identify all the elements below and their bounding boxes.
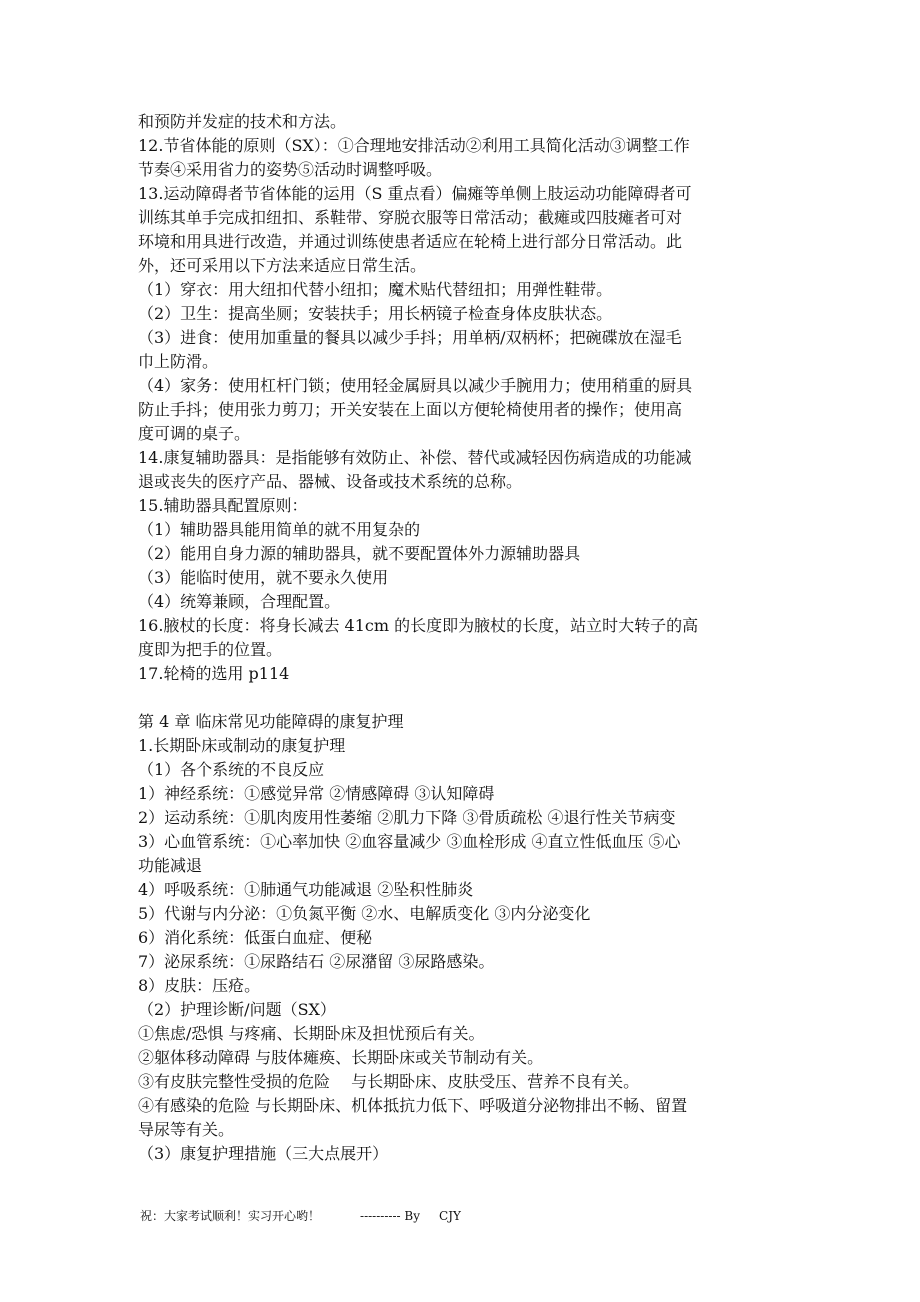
text-line: 15.辅助器具配置原则： — [138, 496, 308, 515]
text-line: 1）神经系统：①感觉异常 ②情感障碍 ③认知障碍 — [138, 784, 495, 803]
page-footer — [140, 1208, 461, 1224]
text-line: ④有感染的危险 与长期卧床、机体抵抗力低下、呼吸道分泌物排出不畅、留置 — [138, 1096, 688, 1115]
text-line: 3）心血管系统：①心率加快 ②血容量减少 ③血栓形成 ④直立性低血压 ⑤心 — [138, 832, 681, 851]
text-line: 5）代谢与内分泌：①负氮平衡 ②水、电解质变化 ③内分泌变化 — [138, 904, 591, 923]
text-line: 导尿等有关。 — [138, 1120, 235, 1139]
text-line: （4）统筹兼顾，合理配置。 — [138, 592, 341, 611]
text-line: 外，还可采用以下方法来适应日常生活。 — [138, 256, 427, 275]
text-line: ①焦虑/恐惧 与疼痛、长期卧床及担忧预后有关。 — [138, 1024, 485, 1043]
text-line: 度即为把手的位置。 — [138, 640, 283, 659]
text-line: ②躯体移动障碍 与肢体瘫痪、长期卧床或关节制动有关。 — [138, 1048, 544, 1067]
text-line: 节奏④采用省力的姿势⑤活动时调整呼吸。 — [138, 160, 443, 179]
text-line: （1）各个系统的不良反应 — [138, 760, 325, 779]
text-line: （2）卫生：提高坐厕；安装扶手；用长柄镜子检查身体皮肤状态。 — [138, 304, 613, 323]
text-line: 17.轮椅的选用 p114 — [138, 664, 290, 683]
text-line: （4）家务：使用杠杆门锁；使用轻金属厨具以减少手腕用力；使用稍重的厨具 — [138, 376, 693, 395]
text-line: （3）能临时使用，就不要永久使用 — [138, 568, 389, 587]
document-body — [138, 110, 788, 1166]
footer-signature: ---------- By CJY — [360, 1209, 461, 1223]
text-line: （2）护理诊断/问题（SX） — [138, 1000, 336, 1019]
text-line: 2）运动系统：①肌肉废用性萎缩 ②肌力下降 ③骨质疏松 ④退行性关节病变 — [138, 808, 676, 827]
text-line: （3）进食：使用加重量的餐具以减少手抖；用单柄/双柄杯；把碗碟放在湿毛 — [138, 328, 682, 347]
text-line: 4）呼吸系统：①肺通气功能减退 ②坠积性肺炎 — [138, 880, 474, 899]
text-line: （1）辅助器具能用简单的就不用复杂的 — [138, 520, 421, 539]
text-line — [138, 686, 788, 710]
text-line: （2）能用自身力源的辅助器具，就不要配置体外力源辅助器具 — [138, 544, 581, 563]
text-line: ③有皮肤完整性受损的危险 与长期卧床、皮肤受压、营养不良有关。 — [138, 1072, 640, 1091]
text-line: 8）皮肤：压疮。 — [138, 976, 261, 995]
text-line: 巾上防滑。 — [138, 352, 219, 371]
text-line: 7）泌尿系统：①尿路结石 ②尿潴留 ③尿路感染。 — [138, 952, 495, 971]
text-line: 功能减退 — [138, 856, 203, 875]
text-line: 16.腋杖的长度：将身长减去 41cm 的长度即为腋杖的长度，站立时大转子的高 — [138, 616, 699, 635]
text-line: （1）穿衣：用大纽扣代替小纽扣；魔术贴代替纽扣；用弹性鞋带。 — [138, 280, 613, 299]
text-line: 6）消化系统：低蛋白血症、便秘 — [138, 928, 373, 947]
text-line: 训练其单手完成扣纽扣、系鞋带、穿脱衣服等日常活动；截瘫或四肢瘫者可对 — [138, 208, 683, 227]
text-line: 1.长期卧床或制动的康复护理 — [138, 736, 346, 755]
text-line: 12.节省体能的原则（SX）：①合理地安排活动②利用工具简化活动③调整工作 — [138, 136, 690, 155]
text-line: 和预防并发症的技术和方法。 — [138, 112, 347, 131]
footer-greeting: 祝：大家考试顺利！实习开心哟！ — [140, 1209, 321, 1223]
text-line: 第 4 章 临床常见功能障碍的康复护理 — [138, 712, 404, 731]
text-line: 退或丧失的医疗产品、器械、设备或技术系统的总称。 — [138, 472, 523, 491]
text-line: 13.运动障碍者节省体能的运用（S 重点看）偏瘫等单侧上肢运动功能障碍者可 — [138, 184, 692, 203]
text-line: （3）康复护理措施（三大点展开） — [138, 1144, 389, 1163]
text-line: 14.康复辅助器具：是指能够有效防止、补偿、替代或减轻因伤病造成的功能减 — [138, 448, 692, 467]
text-line: 度可调的桌子。 — [138, 424, 251, 443]
text-line: 防止手抖；使用张力剪刀；开关安装在上面以方便轮椅使用者的操作；使用高 — [138, 400, 683, 419]
text-line: 环境和用具进行改造，并通过训练使患者适应在轮椅上进行部分日常活动。此 — [138, 232, 683, 251]
